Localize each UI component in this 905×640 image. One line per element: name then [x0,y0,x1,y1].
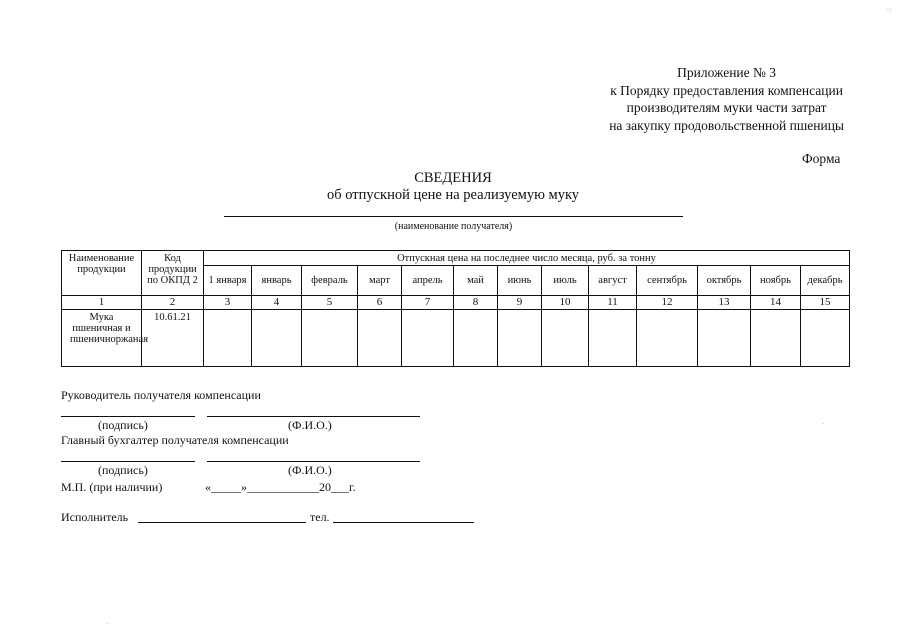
price-cell[interactable] [589,310,637,367]
price-cell[interactable] [498,310,542,367]
column-number-row [62,296,850,310]
appendix-number: Приложение № 3 [677,65,777,80]
month-1-jan: 1 января [204,266,252,296]
price-cell[interactable] [454,310,498,367]
recipient-caption: (наименование получателя) [394,221,513,232]
accountant-name-line[interactable] [207,461,420,462]
col-num: 8 [454,296,498,310]
col-num: 12 [637,296,698,310]
col-num: 6 [358,296,402,310]
col-num: 7 [402,296,454,310]
price-cell[interactable] [204,310,252,367]
signature-caption: (подпись) [98,463,148,477]
phone-line[interactable] [333,522,474,523]
signature-caption: (подпись) [98,418,148,432]
head-name-line[interactable] [207,416,420,417]
price-table [61,250,850,367]
price-cell[interactable] [637,310,698,367]
col-num: 9 [498,296,542,310]
recipient-name-line [224,216,683,217]
price-cell[interactable] [751,310,801,367]
price-cell[interactable] [252,310,302,367]
price-cell[interactable] [402,310,454,367]
month-november: ноябрь [751,266,801,296]
document-subtitle: об отпускной цене на реализуемую муку [326,187,580,203]
month-june: июнь [498,266,542,296]
header-code: Код продукции по ОКПД 2 [142,251,204,296]
price-cell[interactable] [801,310,850,367]
month-october: октябрь [698,266,751,296]
head-signature-line[interactable] [61,416,195,417]
product-code-cell: 10.61.21 [142,310,204,367]
product-name-cell: Мука пшеничная и пшеничноржаная [62,310,142,367]
table-row [62,310,850,367]
executor-line[interactable] [138,522,306,523]
header-product: Наименование продукции [62,251,142,296]
executor-label: Исполнитель [61,510,129,524]
month-september: сентябрь [637,266,698,296]
head-title: Руководитель получателя компенсации [61,388,261,402]
month-march: март [358,266,402,296]
name-caption: (Ф.И.О.) [288,463,332,477]
col-num: 13 [698,296,751,310]
stamp-label: М.П. (при наличии) [61,480,163,494]
month-december: декабрь [801,266,850,296]
month-april: апрель [402,266,454,296]
scan-speck: ·:· [886,6,893,14]
col-num: 4 [252,296,302,310]
price-cell[interactable] [358,310,402,367]
appendix-line-2: производителям муки части затрат [626,100,827,115]
month-february: февраль [302,266,358,296]
appendix-header [609,64,844,134]
document-title: СВЕДЕНИЯ [414,170,492,186]
month-august: август [589,266,637,296]
col-num: 10 [542,296,589,310]
month-july: июль [542,266,589,296]
appendix-line-3: на закупку продовольственной пшеницы [609,117,844,133]
scan-speck: · [106,620,109,628]
month-may: май [454,266,498,296]
col-num: 2 [142,296,204,310]
col-num: 15 [801,296,850,310]
accountant-signature-line[interactable] [61,461,195,462]
header-price: Отпускная цена на последнее число месяца, руб. за тонну [204,251,850,266]
date-field[interactable]: «_____»____________20___г. [205,480,356,494]
accountant-title: Главный бухгалтер получателя компенсации [61,433,289,447]
appendix-line-1: к Порядку предоставления компенсации [610,82,843,98]
price-cell[interactable] [698,310,751,367]
scan-speck: · [822,420,825,428]
form-label: Форма [802,151,841,166]
price-cell[interactable] [542,310,589,367]
month-january: январь [252,266,302,296]
name-caption: (Ф.И.О.) [288,418,332,432]
col-num: 1 [62,296,142,310]
col-num: 14 [751,296,801,310]
price-cell[interactable] [302,310,358,367]
col-num: 3 [204,296,252,310]
phone-label: тел. [310,510,330,524]
col-num: 5 [302,296,358,310]
col-num: 11 [589,296,637,310]
